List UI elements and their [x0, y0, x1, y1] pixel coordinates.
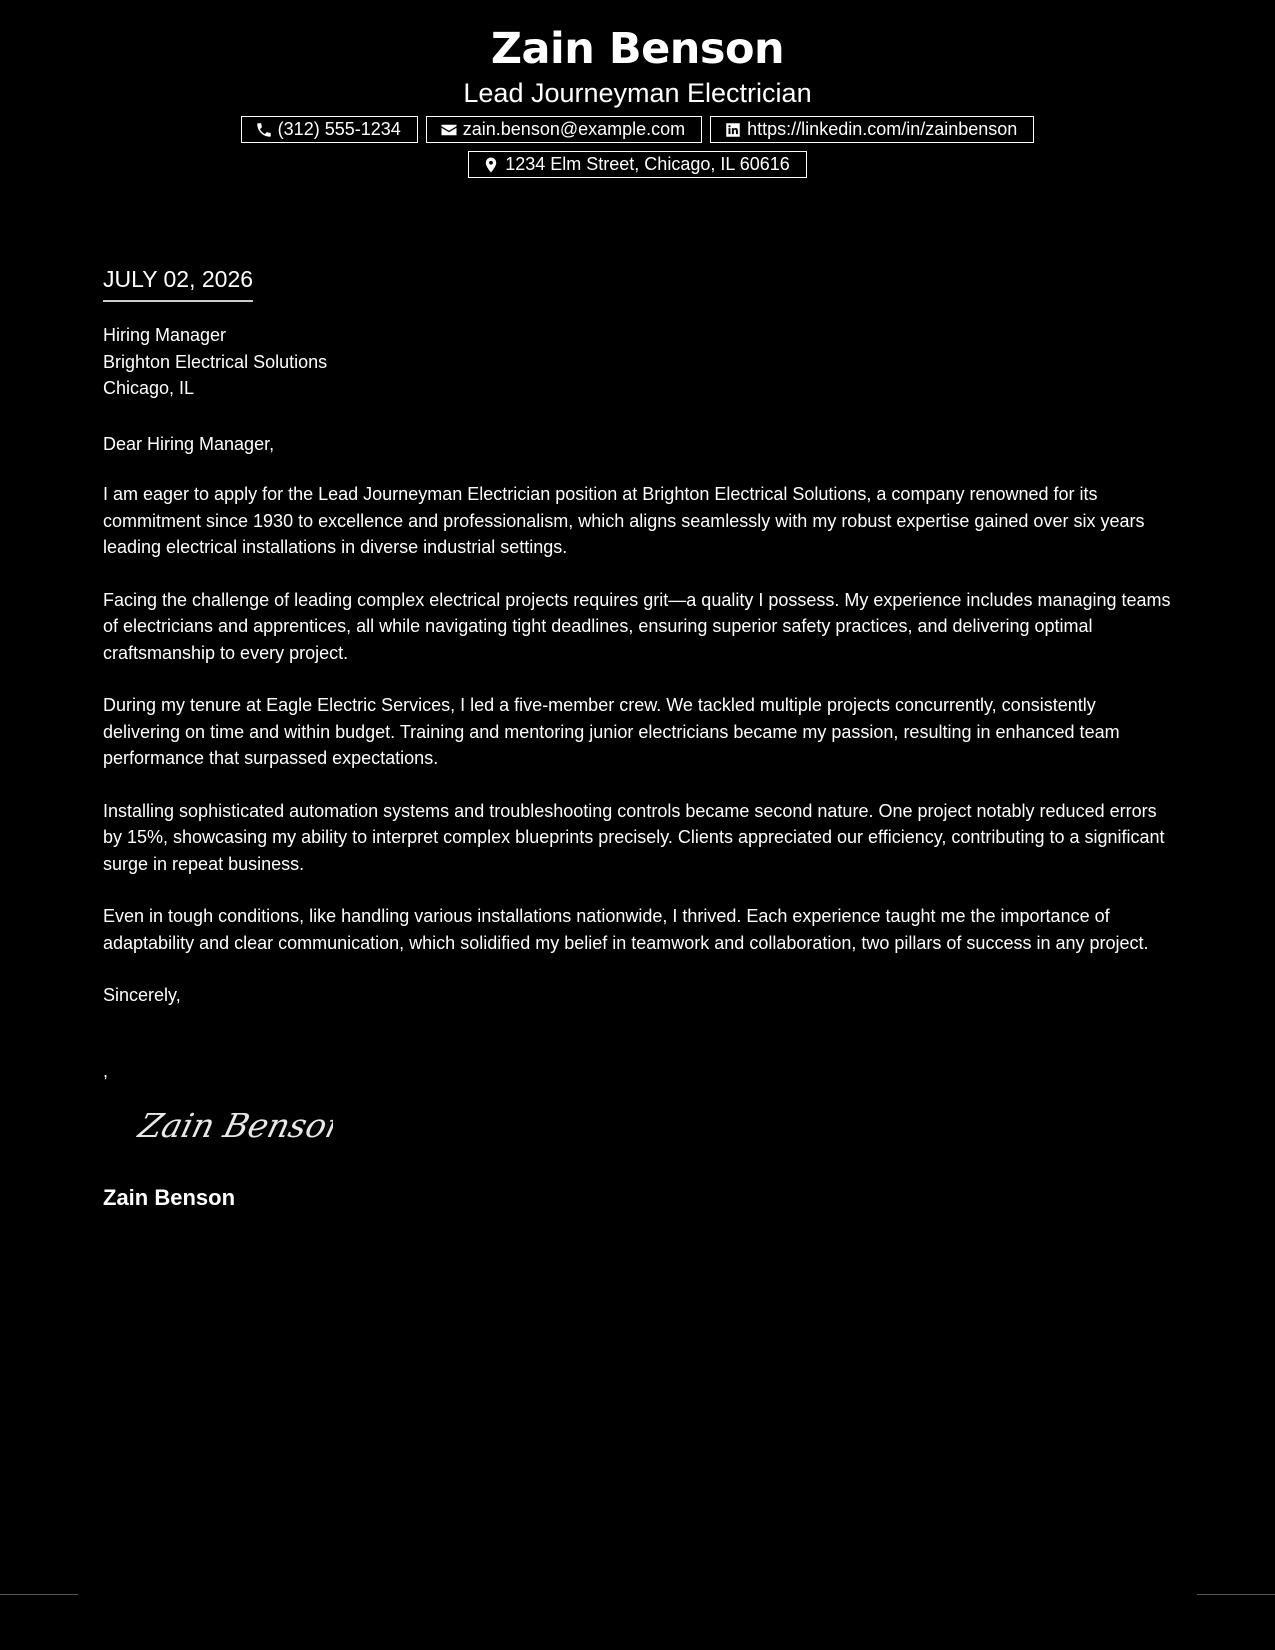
closing: Sincerely,: [103, 985, 181, 1005]
map-marker-icon: [482, 156, 500, 174]
phone-text: (312) 555-1234: [277, 119, 401, 139]
body-paragraph: Installing sophisticated automation systems and troubleshooting controls became second nature. One project notably reduced errors by 15%, showcasing my ability to interpret complex blueprints precisely. Clients appreciated our efficiency, contributing to a significant surge in repeat business.: [103, 800, 1165, 874]
applicant-title: Lead Journeyman Electrician: [463, 78, 812, 108]
body-paragraph: Facing the challenge of leading complex electrical projects requires grit—a quality I possess. My experience includes managing teams of electricians and apprentices, all while navigating tight deadlines, ensuring superior safety practices, and delivering optimal craftsmanship to every project.: [103, 589, 1171, 663]
letter-header: [0, 0, 1275, 178]
salutation: Dear Hiring Manager,: [103, 433, 275, 454]
recipient-line: Chicago, IL: [103, 378, 195, 398]
footer-divider-right: [1197, 1594, 1275, 1595]
contact-linkedin[interactable]: [710, 116, 1034, 143]
envelope-icon: [440, 121, 458, 139]
contact-address[interactable]: [468, 151, 807, 178]
footer-divider-left: [0, 1594, 78, 1595]
closing-comma: ,: [103, 1060, 109, 1081]
contact-email[interactable]: [426, 116, 702, 143]
handwritten-signature: [133, 1104, 1173, 1153]
applicant-name: Zain Benson: [490, 24, 785, 74]
body-paragraph: Even in tough conditions, like handling various installations nationwide, I thrived. Each experience taught me the importance of adaptability and clear communication, which solidified my belief in teamwork and collaboration, two pillars of success in any project.: [103, 906, 1149, 953]
svg-text:Zain Benson: Zain Benson: [134, 1105, 333, 1145]
email-text: zain.benson@example.com: [462, 119, 686, 139]
letter-date: JULY 02, 2026: [103, 264, 253, 302]
body-paragraph: I am eager to apply for the Lead Journeyman Electrician position at Brighton Electrical Solutions, a company renowned for its commitment since 1930 to excellence and professionalism, which aligns seamlessly with my robust expertise gained over six years leading electrical installations in diverse industrial settings.: [103, 484, 1145, 557]
body-paragraph: During my tenure at Eagle Electric Services, I led a five-member crew. We tackled multiple projects concurrently, consistently delivering on time and within budget. Training and mentoring junior electricians became my passion, resulting in enhanced team performance that surpassed expectations.: [103, 695, 1120, 768]
letter-body: [103, 264, 1173, 1211]
recipient-line: Hiring Manager: [103, 325, 227, 345]
recipient-block: [103, 322, 1173, 402]
address-text: 1234 Elm Street, Chicago, IL 60616: [505, 154, 790, 174]
phone-icon: [255, 121, 273, 139]
linkedin-text: https://linkedin.com/in/zainbenson: [747, 119, 1018, 139]
recipient-line: Brighton Electrical Solutions: [103, 351, 328, 372]
signer-name: Zain Benson: [103, 1184, 236, 1210]
contact-list: [208, 116, 1068, 178]
contact-phone[interactable]: [241, 116, 418, 143]
linkedin-icon: [724, 121, 742, 139]
